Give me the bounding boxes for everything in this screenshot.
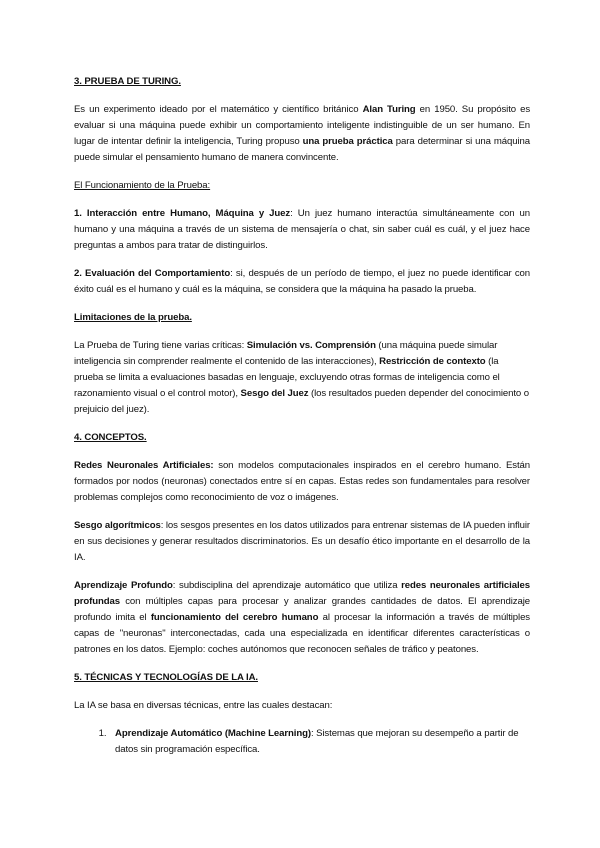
- subheading-functioning: [74, 178, 530, 194]
- bold-run: Sesgo del Juez: [240, 388, 309, 399]
- concept-text: : los sesgos presentes en los datos utilizados para entrenar sistemas de IA pueden influir en sus decisiones y generar resultados discriminatorios. Es un desafío ético importante en el desarrollo de la IA.: [74, 520, 530, 563]
- text-run: al procesar la información a través de múltiples capas de "neuronas" interconectadas, cada una especializada en identificar diferentes características o patrones en los datos. Ejemplo: coches autónomos que reconocen señales de tráfico y peatones.: [74, 612, 531, 655]
- concept-text: son modelos computacionales inspirados en el cerebro humano. Están formados por nodos (neuronas) conectados entre sí en capas. Estas redes son fundamentales para resolver problemas complejos como reconocimiento de voz o imágenes.: [74, 460, 531, 503]
- concept-label: Redes Neuronales Artificiales:: [74, 460, 214, 471]
- subheading-text: Limitaciones de la prueba.: [74, 312, 192, 323]
- bold-run: una prueba práctica: [302, 136, 393, 147]
- text-run: (los resultados pueden depender del conocimiento o prejuicio del juez).: [74, 388, 529, 415]
- concept-label: Sesgo algorítmicos: [74, 520, 161, 531]
- techniques-intro: La IA se basa en diversas técnicas, entre las cuales destacan:: [74, 700, 333, 711]
- text-run: en 1950. Su propósito es evaluar si una máquina puede exhibir un comportamiento inteligente indistinguible de un ser humano. En lugar de intentar definir la inteligencia, Turing propuso: [74, 104, 531, 147]
- point-text: : si, después de un período de tiempo, el juez no puede identificar con éxito cuál es el humano y cuál es la máquina, se considera que la máquina ha pasado la prueba.: [74, 268, 530, 295]
- item-label: Aprendizaje Automático (Machine Learning): [115, 728, 311, 739]
- bold-run: Alan Turing: [362, 104, 416, 115]
- limitations-paragraph: [74, 338, 530, 418]
- text-run: con múltiples capas para procesar y analizar grandes cantidades de datos. El aprendizaje profundo imita el: [74, 596, 530, 623]
- turing-intro-paragraph: [74, 102, 530, 166]
- bold-run: Simulación vs. Comprensión: [246, 340, 376, 351]
- section-heading-turing: 3. PRUEBA DE TURING.: [74, 76, 181, 87]
- text-run: La Prueba de Turing tiene varias críticas:: [74, 340, 247, 351]
- text-run: (la prueba se limita a evaluaciones basadas en lenguaje, excluyendo otras formas de inteligencia como el razonamiento visual o el control motor),: [74, 356, 500, 399]
- subheading-limitations: [74, 310, 530, 326]
- techniques-list: [74, 726, 530, 758]
- text-run: para determinar si una máquina puede simular el pensamiento humano de manera convincente.: [74, 136, 530, 163]
- concept-label: Aprendizaje Profundo: [74, 580, 173, 591]
- text-run: Es un experimento ideado por el matemático y científico británico: [74, 104, 363, 115]
- list-item: [109, 726, 530, 758]
- bold-run: redes neuronales artificiales profundas: [74, 580, 531, 607]
- section-heading-concepts: 4. CONCEPTOS.: [74, 432, 147, 443]
- text-run: : subdisciplina del aprendizaje automático que utiliza: [172, 580, 402, 591]
- bold-run: funcionamiento del cerebro humano: [150, 612, 319, 623]
- concept-deep-learning: [74, 578, 530, 658]
- section-heading-techniques: 5. TÉCNICAS Y TECNOLOGÍAS DE LA IA.: [74, 672, 258, 683]
- subheading-text: El Funcionamiento de la Prueba:: [74, 180, 211, 191]
- text-run: (una máquina puede simular inteligencia sin comprender realmente el contenido de las interacciones),: [74, 340, 498, 367]
- point-text: : Un juez humano interactúa simultáneamente con un humano y una máquina a través de un sistema de mensajería o chat, sin saber cuál es cuál, y el juez hace preguntas a ambos para tratar de distinguirlos.: [74, 208, 531, 251]
- concept-algorithmic-bias: [74, 518, 530, 566]
- functioning-point-2: [74, 266, 530, 298]
- point-label: 2. Evaluación del Comportamiento: [74, 268, 231, 279]
- bold-run: Restricción de contexto: [379, 356, 486, 367]
- item-text: : Sistemas que mejoran su desempeño a partir de datos sin programación específica.: [115, 728, 519, 755]
- point-label: 1. Interacción entre Humano, Máquina y Juez: [74, 208, 291, 219]
- concept-neural-networks: [74, 458, 530, 506]
- functioning-point-1: [74, 206, 530, 254]
